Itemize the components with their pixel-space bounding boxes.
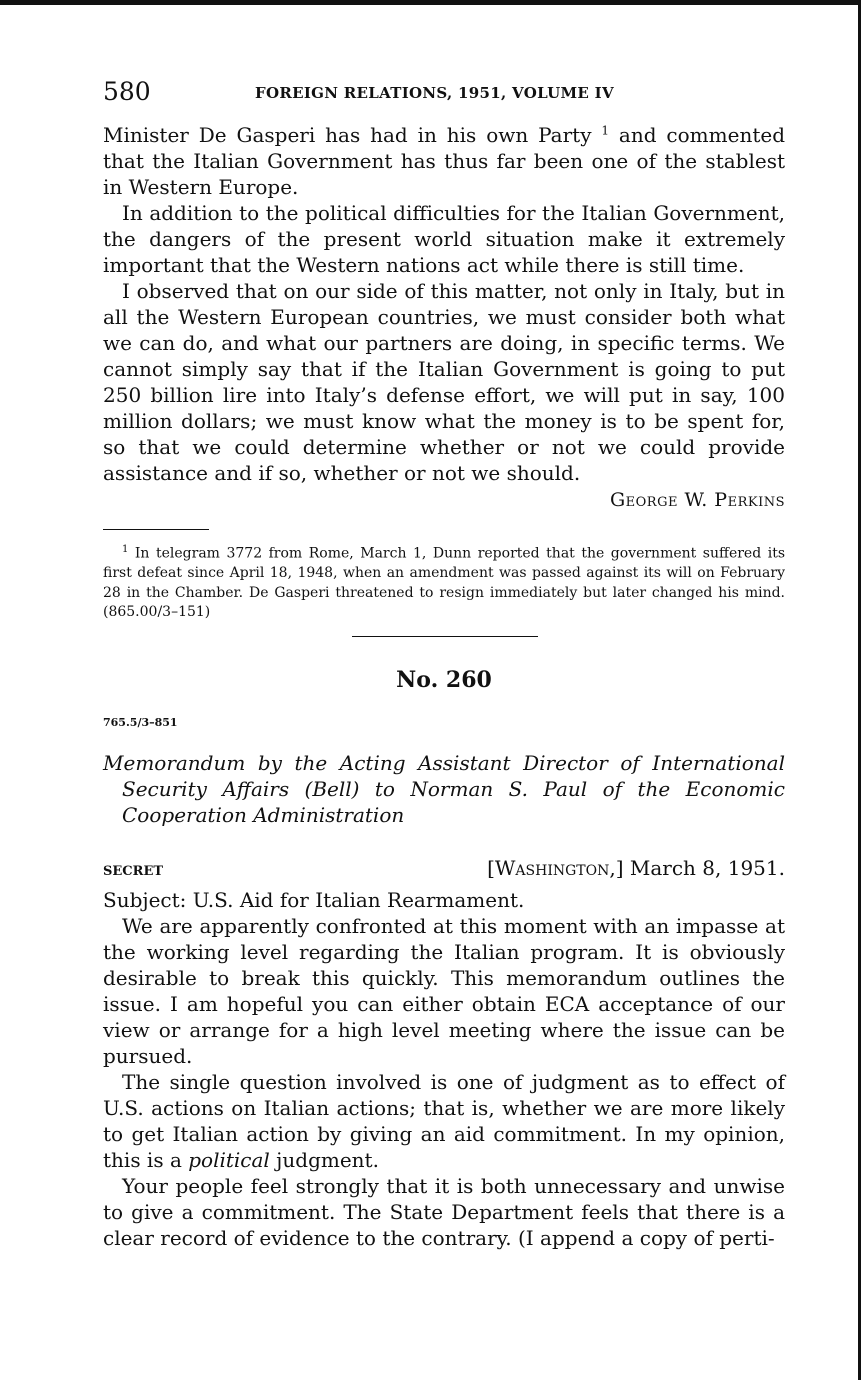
footnote: $^1$ In telegram 3772 from Rome, March 1, Dunn reported that the government suffered its first defeat since April 18, 1948, when an amendment was passed against its will on February 28 in the Chamber. De Gasperi threatened to resign immediately but later changed his mind. (865.00/3–151) [103, 544, 785, 621]
running-head: FOREIGN RELATIONS, 1951, VOLUME IV [255, 84, 614, 102]
footnote-reference: 1 [601, 123, 610, 138]
document-number: No. 260 [396, 667, 492, 693]
footnote-rule [103, 529, 209, 530]
paragraph-continuation: Minister De Gasperi has had in his own Party $^1$ and commented that the Italian Government has thus far been one of the stablest in Western Europe. [103, 123, 785, 199]
file-number: 765.5/3–851 [103, 716, 178, 729]
section-divider [352, 636, 538, 637]
document-title: Memorandum by the Acting Assistant Director of International Security Affairs (Bell) to Norman S. Paul of the Economic Cooperation Administration [103, 751, 785, 827]
memorandum-body [103, 887, 785, 1251]
paragraph: In addition to the political difficulties for the Italian Government, the dangers of the present world situation make it extremely important that the Western nations act while there is still time. [103, 201, 785, 277]
signature: George W. Perkins [609, 489, 785, 511]
page-header [103, 77, 785, 109]
paragraph: Your people feel strongly that it is both unnecessary and unwise to give a commitment. The State Department feels that there is a clear record of evidence to the contrary. (I append a copy of perti- [103, 1174, 785, 1250]
classification-label: SECRET [103, 864, 164, 879]
page-number: 580 [103, 77, 151, 106]
footnote-marker: 1 [122, 544, 129, 555]
paragraph: I observed that on our side of this matter, not only in Italy, but in all the Western European countries, we must consider both what we can do, and what our partners are doing, in specific terms. We cannot simply say that if the Italian Government is going to put 250 billion lire into Italy’s defense effort, we will put in say, 100 million dollars; we must know what the money is to be spent for, so that we could determine whether or not we could provide assistance and if so, whether or not we should. [103, 279, 785, 485]
paragraph: The single question involved is one of judgment as to effect of U.S. actions on Italian actions; that is, whether we are more likely to get Italian action by giving an aid commitment. In my opinion, this is a political judgment. [103, 1070, 785, 1172]
paragraph: We are apparently confronted at this moment with an impasse at the working level regarding the Italian program. It is obviously desirable to break this quickly. This memorandum outlines the issue. I am hopeful you can either obtain ECA acceptance of our view or arrange for a high level meeting where the issue can be pursued. [103, 914, 785, 1068]
dateline: [Washington,] March 8, 1951. [487, 856, 785, 880]
top-section [103, 122, 785, 486]
subject-line: Subject: U.S. Aid for Italian Rearmament. [103, 888, 525, 912]
